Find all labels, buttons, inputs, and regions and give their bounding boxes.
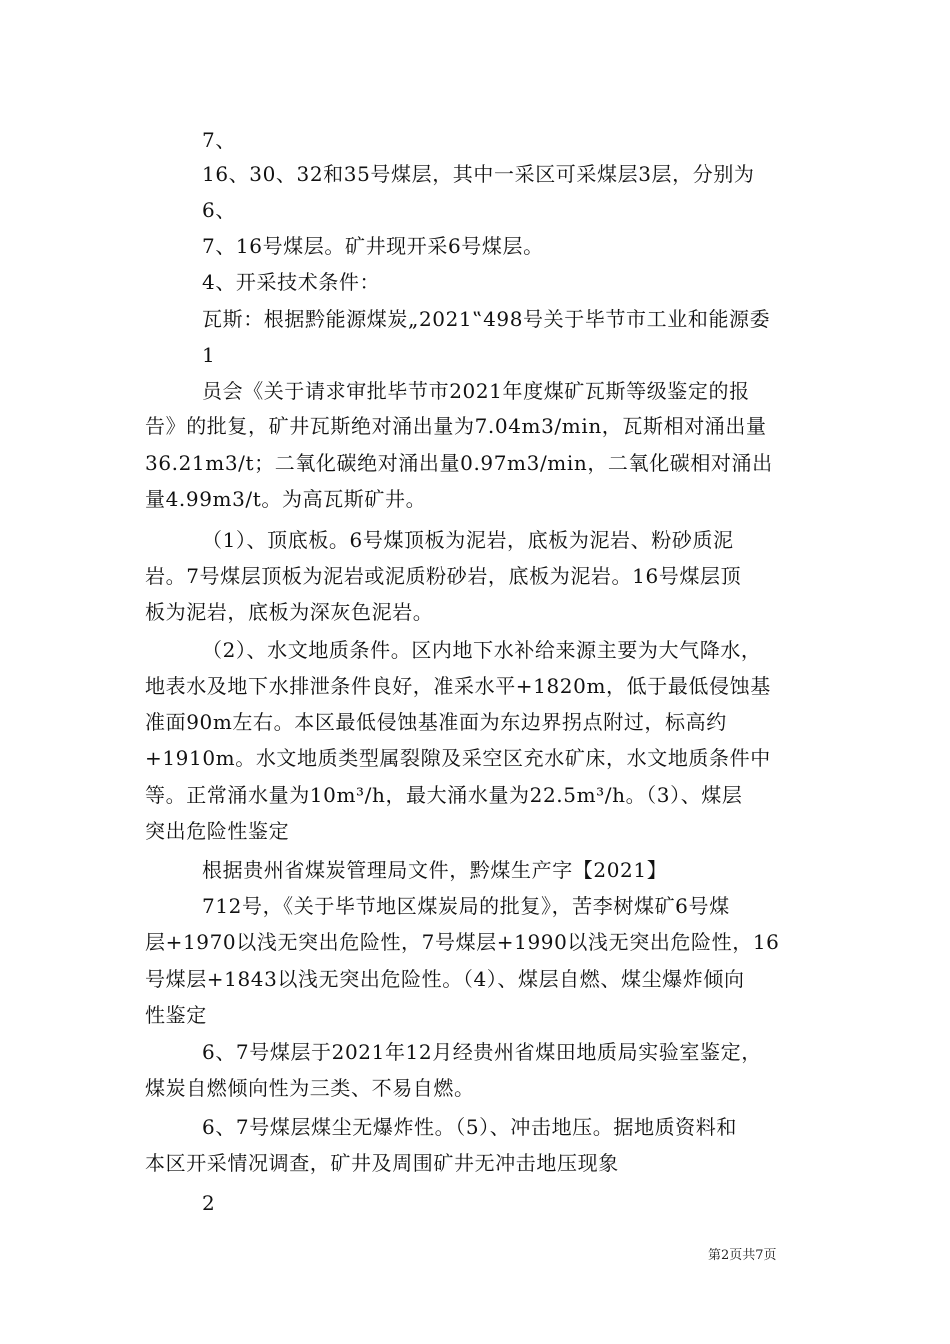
text-line: 7、 bbox=[202, 128, 236, 152]
text-line: 性鉴定 bbox=[145, 1003, 207, 1027]
text-line: 层+1970以浅无突出危险性，7号煤层+1990以浅无突出危险性，16 bbox=[145, 930, 780, 954]
text-line: 瓦斯：根据黔能源煤炭„2021‟498号关于毕节市工业和能源委 bbox=[202, 307, 771, 331]
text-line: 员会《关于请求审批毕节市2021年度煤矿瓦斯等级鉴定的报 bbox=[202, 379, 750, 403]
text-line: 7、16号煤层。矿井现开采6号煤层。 bbox=[202, 234, 544, 258]
text-line: 号煤层+1843以浅无突出危险性。（4）、煤层自燃、煤尘爆炸倾向 bbox=[145, 967, 745, 991]
text-line: 6、 bbox=[202, 198, 236, 222]
text-line: 量4.99m3/t。为高瓦斯矿井。 bbox=[145, 487, 427, 511]
text-line: 地表水及地下水排泄条件良好，准采水平+1820m，低于最低侵蚀基 bbox=[145, 674, 771, 698]
page-footer: 第2页共7页 bbox=[708, 1248, 777, 1263]
text-line: 36.21m3/t；二氧化碳绝对涌出量0.97m3/min，二氧化碳相对涌出 bbox=[145, 451, 773, 475]
text-line: 板为泥岩，底板为深灰色泥岩。 bbox=[145, 600, 434, 624]
text-line: 准面90m左右。本区最低侵蚀基准面为东边界拐点附过，标高约 bbox=[145, 710, 727, 734]
text-line: 16、30、32和35号煤层，其中一采区可采煤层3层，分别为 bbox=[202, 162, 755, 186]
text-line: 根据贵州省煤炭管理局文件，黔煤生产字【2021】 bbox=[202, 858, 668, 882]
page-number: 2 bbox=[202, 1191, 216, 1215]
text-line: 岩。7号煤层顶板为泥岩或泥质粉砂岩，底板为泥岩。16号煤层顶 bbox=[145, 564, 742, 588]
text-line: 等。正常涌水量为10m³/h，最大涌水量为22.5m³/h。（3）、煤层 bbox=[145, 783, 743, 807]
text-line: 6、7号煤层煤尘无爆炸性。（5）、冲击地压。据地质资料和 bbox=[202, 1115, 737, 1139]
text-line: （2）、水文地质条件。区内地下水补给来源主要为大气降水， bbox=[202, 638, 762, 662]
text-line: 4、开采技术条件： bbox=[202, 270, 381, 294]
page-number: 1 bbox=[202, 343, 216, 367]
text-line: 本区开采情况调查，矿井及周围矿井无冲击地压现象 bbox=[145, 1151, 619, 1175]
text-line: 712号，《关于毕节地区煤炭局的批复》，苦李树煤矿6号煤 bbox=[202, 894, 730, 918]
text-line: 告》的批复，矿井瓦斯绝对涌出量为7.04m3/min，瓦斯相对涌出量 bbox=[145, 414, 767, 438]
text-line: 突出危险性鉴定 bbox=[145, 819, 290, 843]
text-line: +1910m。水文地质类型属裂隙及采空区充水矿床，水文地质条件中 bbox=[145, 746, 771, 770]
text-line: 煤炭自燃倾向性为三类、不易自燃。 bbox=[145, 1076, 475, 1100]
text-line: 6、7号煤层于2021年12月经贵州省煤田地质局实验室鉴定， bbox=[202, 1040, 762, 1064]
text-line: （1）、顶底板。6号煤顶板为泥岩，底板为泥岩、粉砂质泥 bbox=[202, 528, 734, 552]
